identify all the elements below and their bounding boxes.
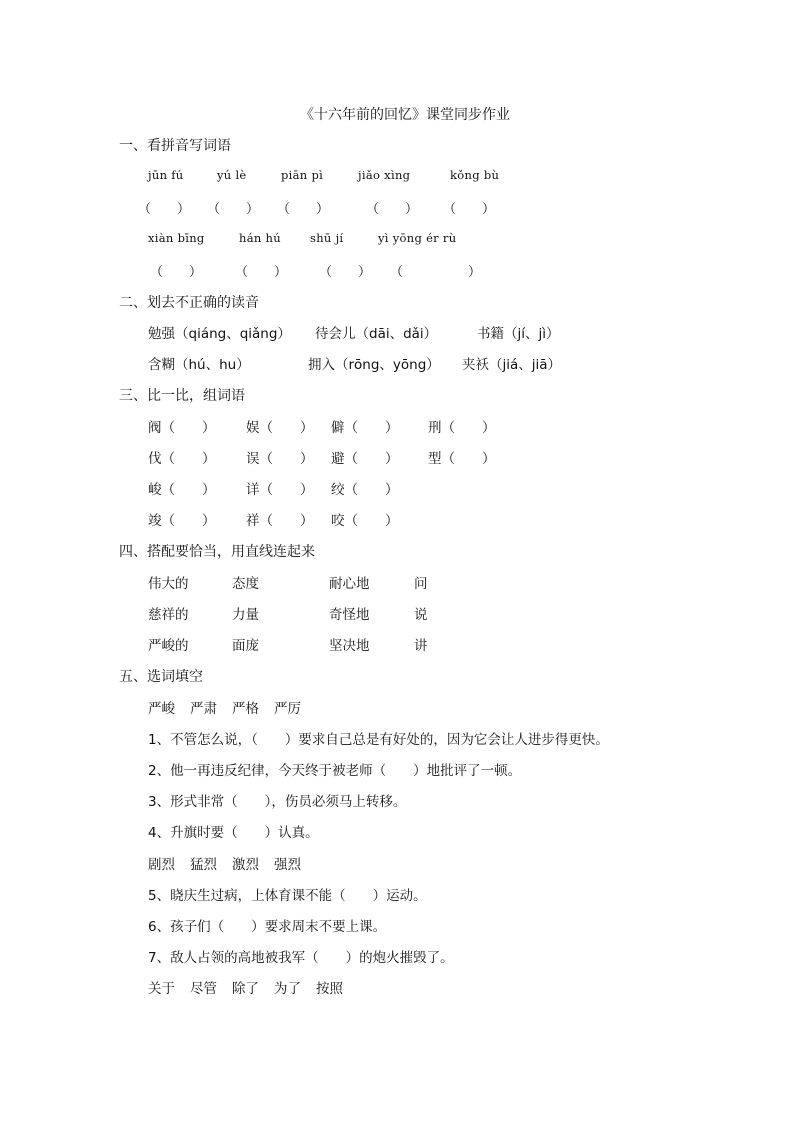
match-item: 耐心地	[329, 576, 370, 592]
word-choice: 为了	[274, 981, 301, 997]
word-choice: 按照	[316, 981, 343, 997]
question-6: 6、孩子们（ ）要求周末不要上课。	[148, 919, 387, 935]
question-4: 4、升旗时要（ ）认真。	[148, 825, 319, 841]
reading-item: 勉强（qiáng、qiǎng）	[148, 326, 291, 342]
match-item: 慈祥的	[148, 607, 189, 623]
word-choice: 尽管	[190, 981, 217, 997]
word-choice: 强烈	[274, 857, 301, 873]
word-choice: 严肃	[190, 701, 217, 717]
word-choice: 关于	[148, 981, 175, 997]
pinyin-9: yì yōng ér rù	[378, 231, 457, 245]
reading-item: 含糊（hú、hu）	[148, 357, 250, 373]
match-item: 伟大的	[148, 576, 189, 592]
match-item: 力量	[232, 607, 259, 623]
question-7: 7、敌人占领的高地被我军（ ）的炮火摧毁了。	[148, 950, 454, 966]
match-item: 奇怪地	[329, 607, 370, 623]
compare-item: 祥（ ）	[246, 513, 314, 529]
match-item: 说	[414, 607, 428, 623]
reading-item: 夹袄（jiá、jiā）	[462, 357, 562, 373]
compare-item: 僻（ ）	[331, 420, 399, 436]
pinyin-1: jūn fú	[148, 168, 184, 182]
compare-item: 阀（ ）	[148, 420, 216, 436]
match-item: 讲	[414, 638, 428, 654]
pinyin-2: yú lè	[217, 168, 247, 182]
answer-blank-long: （ ）	[390, 265, 482, 280]
pinyin-7: hán hú	[239, 231, 281, 245]
match-item: 坚决地	[329, 638, 370, 654]
question-2: 2、他一再违反纪律，今天终于被老师（ ）地批评了一顿。	[148, 763, 522, 779]
match-item: 态度	[232, 576, 259, 592]
match-item: 面庞	[232, 638, 259, 654]
answer-blank: （ ）	[443, 202, 496, 217]
pinyin-4: jiǎo xìng	[358, 168, 411, 182]
word-choice: 猛烈	[190, 857, 217, 873]
word-choice: 严厉	[274, 701, 301, 717]
section-1-heading: 一、看拼音写词语	[119, 138, 231, 154]
question-3: 3、形式非常（ ），伤员必须马上转移。	[148, 794, 407, 810]
answer-blank: （ ）	[319, 265, 372, 280]
answer-blank: （ ）	[138, 202, 191, 217]
word-choice: 剧烈	[148, 857, 175, 873]
pinyin-8: shū jí	[310, 231, 344, 245]
pinyin-5: kǒng bù	[450, 168, 500, 182]
reading-item: 待会儿（dāi、dǎi）	[315, 326, 438, 342]
compare-item: 绞（ ）	[331, 482, 399, 498]
section-5-heading: 五、选词填空	[119, 669, 203, 685]
answer-blank: （ ）	[150, 265, 203, 280]
question-1: 1、不管怎么说，（ ）要求自己总是有好处的，因为它会让人进步得更快。	[148, 732, 609, 748]
section-4-heading: 四、搭配要恰当，用直线连起来	[119, 544, 315, 560]
section-2-heading: 二、划去不正确的读音	[119, 295, 259, 311]
compare-item: 伐（ ）	[148, 451, 216, 467]
compare-item: 峻（ ）	[148, 482, 216, 498]
answer-blank: （ ）	[366, 202, 419, 217]
word-choice: 严格	[232, 701, 259, 717]
answer-blank: （ ）	[207, 202, 260, 217]
compare-item: 详（ ）	[246, 482, 314, 498]
word-choice: 激烈	[232, 857, 259, 873]
pinyin-6: xiàn bīng	[148, 231, 205, 245]
compare-item: 竣（ ）	[148, 513, 216, 529]
reading-item: 书籍（jí、jì）	[477, 326, 560, 342]
compare-item: 刑（ ）	[428, 420, 496, 436]
compare-item: 避（ ）	[331, 451, 399, 467]
section-3-heading: 三、比一比，组词语	[119, 388, 245, 404]
word-choice: 严峻	[148, 701, 175, 717]
word-choice: 除了	[232, 981, 259, 997]
compare-item: 咬（ ）	[331, 513, 399, 529]
match-item: 问	[414, 576, 428, 592]
answer-blank: （ ）	[277, 202, 330, 217]
answer-blank: （ ）	[235, 265, 288, 280]
match-item: 严峻的	[148, 638, 189, 654]
pinyin-3: piān pì	[281, 168, 324, 182]
page-title: 《十六年前的回忆》课堂同步作业	[300, 107, 510, 123]
question-5: 5、晓庆生过病，上体育课不能（ ）运动。	[148, 888, 427, 904]
reading-item: 拥入（rōng、yōng）	[308, 357, 440, 373]
compare-item: 型（ ）	[428, 451, 496, 467]
compare-item: 娱（ ）	[246, 420, 314, 436]
compare-item: 误（ ）	[246, 451, 314, 467]
